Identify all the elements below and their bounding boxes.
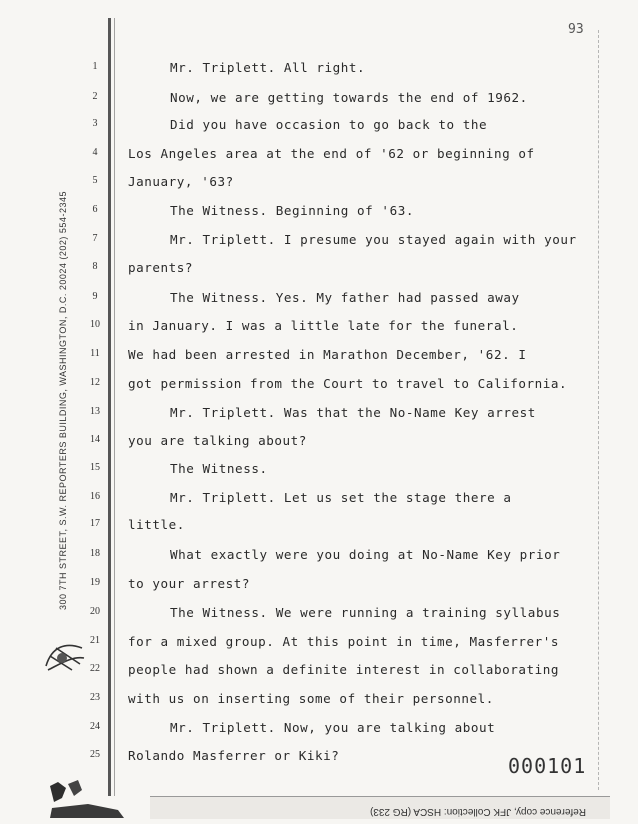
line-number: 13 (90, 406, 100, 417)
line-number: 22 (90, 663, 100, 674)
transcript-line: Mr. Triplett. All right. (170, 60, 366, 75)
line-number: 23 (90, 692, 100, 703)
scan-smudge-icon (48, 776, 128, 820)
transcript-line: to your arrest? (128, 576, 250, 591)
transcript-line: January, '63? (128, 174, 234, 189)
transcript-line: We had been arrested in Marathon December, '62. I (128, 347, 527, 362)
transcript-line: Mr. Triplett. Now, you are talking about (170, 720, 496, 735)
line-number: 11 (90, 348, 100, 359)
transcript-line: Mr. Triplett. I presume you stayed again with your (170, 232, 577, 247)
page-number: 93 (568, 22, 584, 37)
line-number: 1 (92, 61, 98, 72)
document-stamp-number: 000101 (508, 754, 587, 778)
transcript-line: little. (128, 517, 185, 532)
line-number: 19 (90, 577, 100, 588)
line-number: 5 (92, 175, 98, 186)
hand-drawn-mark-icon (42, 636, 88, 676)
line-number: 21 (90, 635, 100, 646)
transcript-line: in January. I was a little late for the funeral. (128, 318, 519, 333)
transcript-line: people had shown a definite interest in collaborating (128, 662, 559, 677)
line-number: 12 (90, 377, 100, 388)
transcript-line: The Witness. (170, 461, 268, 476)
transcript-line: Los Angeles area at the end of '62 or beginning of (128, 146, 535, 161)
transcript-line: parents? (128, 260, 194, 275)
transcript-line: Rolando Masferrer or Kiki? (128, 748, 340, 763)
reporter-address: 300 7TH STREET, S.W. REPORTERS BUILDING, WASHINGTON, D.C. 20024 (202) 554-2345 (58, 191, 68, 610)
left-margin-rule-thin (114, 18, 115, 796)
line-number: 4 (92, 147, 98, 158)
line-number: 17 (90, 518, 100, 529)
left-margin-rule (108, 18, 111, 796)
transcript-line: Mr. Triplett. Was that the No-Name Key arrest (170, 405, 536, 420)
line-number: 24 (90, 721, 100, 732)
line-number: 16 (90, 491, 100, 502)
transcript-line: The Witness. We were running a training syllabus (170, 605, 561, 620)
line-number: 6 (92, 204, 98, 215)
line-number: 8 (92, 261, 98, 272)
transcript-line: The Witness. Yes. My father had passed away (170, 290, 520, 305)
line-number: 10 (90, 319, 100, 330)
transcript-line: The Witness. Beginning of '63. (170, 203, 414, 218)
line-number: 7 (92, 233, 98, 244)
transcript-line: got permission from the Court to travel to California. (128, 376, 568, 391)
transcript-line: for a mixed group. At this point in time, Masferrer's (128, 634, 559, 649)
right-margin-edge (598, 30, 600, 790)
line-number: 25 (90, 749, 100, 760)
transcript-line: Now, we are getting towards the end of 1962. (170, 90, 528, 105)
line-number: 15 (90, 462, 100, 473)
line-number: 2 (92, 91, 98, 102)
line-number: 9 (92, 291, 98, 302)
transcript-line: What exactly were you doing at No-Name Key prior (170, 547, 561, 562)
transcript-line: Did you have occasion to go back to the (170, 117, 488, 132)
archive-footer (150, 796, 610, 819)
archive-reference-text: Reference copy, JFK Collection: HSCA (RG 233) (369, 806, 586, 817)
line-number: 14 (90, 434, 100, 445)
line-number: 3 (92, 118, 98, 129)
transcript-line: with us on inserting some of their personnel. (128, 691, 494, 706)
transcript-line: Mr. Triplett. Let us set the stage there a (170, 490, 512, 505)
line-number: 20 (90, 606, 100, 617)
line-number: 18 (90, 548, 100, 559)
transcript-line: you are talking about? (128, 433, 307, 448)
